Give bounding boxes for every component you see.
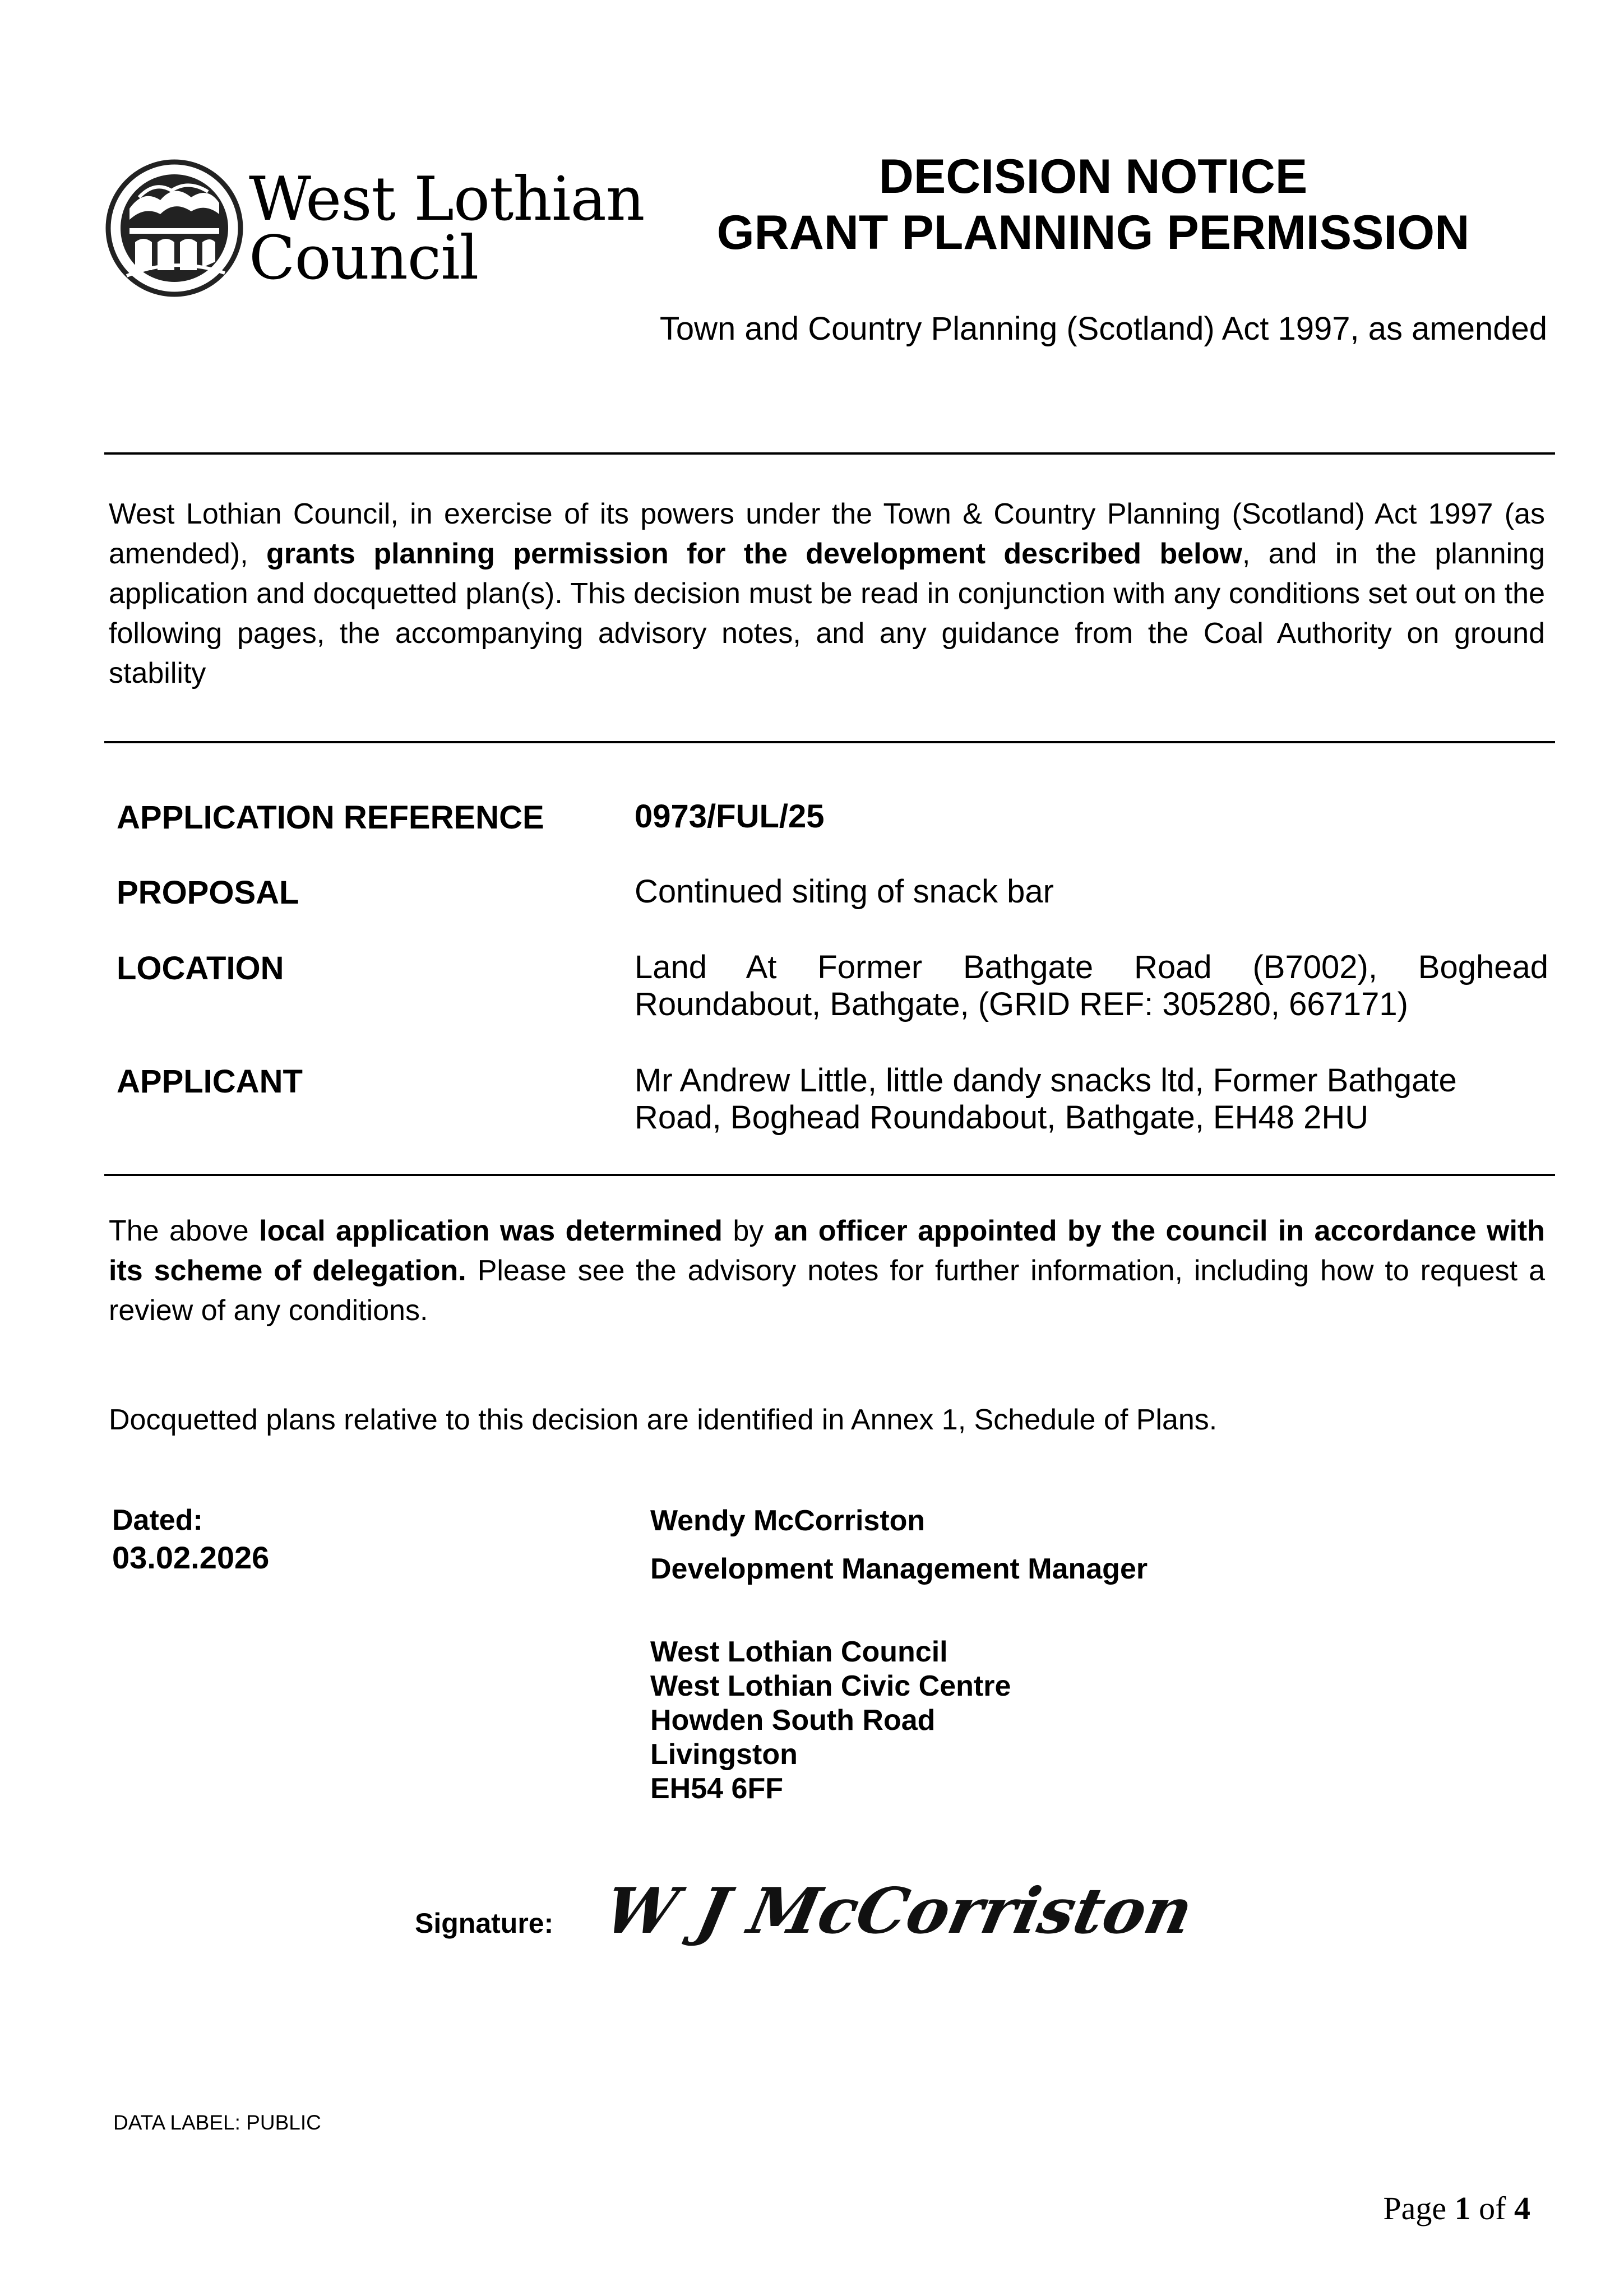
dated-value: 03.02.2026 [112, 1540, 270, 1575]
page-current: 1 [1454, 2190, 1471, 2226]
reference-label: APPLICATION REFERENCE [117, 799, 544, 836]
page-total: 4 [1514, 2190, 1530, 2226]
applicant-line-1: Mr Andrew Little, little dandy snacks ltd, Former Bathgate [635, 1062, 1457, 1099]
reference-value: 0973/FUL/25 [635, 798, 825, 835]
determination-text-1: The above [109, 1215, 260, 1247]
intro-text-1: West Lothian Council, in exercise of its powers under the Town & Country Planning (Scotland) Act 1997 (as amended), [109, 498, 1545, 570]
dated-label: Dated: [112, 1504, 203, 1536]
intro-bold-text: grants planning permission for the development described below [266, 538, 1242, 570]
determination-paragraph [109, 1211, 1545, 1331]
applicant-label: APPLICANT [117, 1063, 303, 1100]
applicant-line-2: Road, Boghead Roundabout, Bathgate, EH48 2HU [635, 1099, 1369, 1136]
docquetted-plans-note: Docquetted plans relative to this decision are identified in Annex 1, Schedule of Plans. [109, 1404, 1218, 1436]
page-number [1289, 2189, 1530, 2228]
location-label: LOCATION [117, 950, 284, 987]
location-value: Land At Former Bathgate Road (B7002), Boghead Roundabout, Bathgate, (GRID REF: 305280, 667171) [635, 949, 1548, 1022]
signatory-role: Development Management Manager [650, 1553, 1148, 1585]
address-line: West Lothian Civic Centre [650, 1670, 1011, 1702]
applicant-value [635, 1062, 1548, 1136]
logo-text-west-lothian: West Lothian [249, 164, 645, 234]
logo-text-council: Council [249, 223, 479, 293]
data-classification-label: DATA LABEL: PUBLIC [113, 2111, 321, 2134]
determination-text-2: by [722, 1215, 774, 1247]
address-line: Howden South Road [650, 1704, 936, 1737]
determination-bold-1: local application was determined [259, 1215, 723, 1247]
document-title: DECISION NOTICE [878, 150, 1308, 203]
signatory-name: Wendy McCorriston [650, 1505, 926, 1537]
proposal-value: Continued siting of snack bar [635, 873, 1054, 910]
determination-text-3: Please see the advisory notes for further information, including how to request a review of any conditions. [109, 1255, 1545, 1327]
act-reference: Town and Country Planning (Scotland) Act 1997, as amended [659, 311, 1547, 347]
divider [104, 741, 1555, 743]
signatory-address [650, 1635, 1011, 1806]
signature-text: W J McCorriston [598, 1874, 1200, 1948]
viaduct-emblem-icon [104, 158, 244, 298]
intro-paragraph [109, 494, 1545, 693]
page-of-word: of [1479, 2190, 1506, 2226]
divider [104, 452, 1555, 455]
signature-label: Signature: [415, 1908, 554, 1939]
council-logo [104, 158, 645, 298]
proposal-label: PROPOSAL [117, 874, 299, 911]
address-line: Livingston [650, 1738, 798, 1771]
determination-bold-2: an officer appointed by the council in accordance with its scheme of delegation. [109, 1215, 1545, 1287]
address-line: EH54 6FF [650, 1772, 783, 1805]
divider [104, 1174, 1555, 1176]
intro-text-2: , and in the planning application and docquetted plan(s). This decision must be read in conjunction with any conditions set out on the following pages, the accompanying advisory notes, and any guidance from the Coal Authority on ground stability [109, 538, 1545, 689]
address-line: West Lothian Council [650, 1636, 948, 1668]
handwritten-signature-icon [598, 1867, 1200, 1956]
page-word: Page [1383, 2190, 1447, 2226]
document-subtitle: GRANT PLANNING PERMISSION [716, 206, 1470, 260]
